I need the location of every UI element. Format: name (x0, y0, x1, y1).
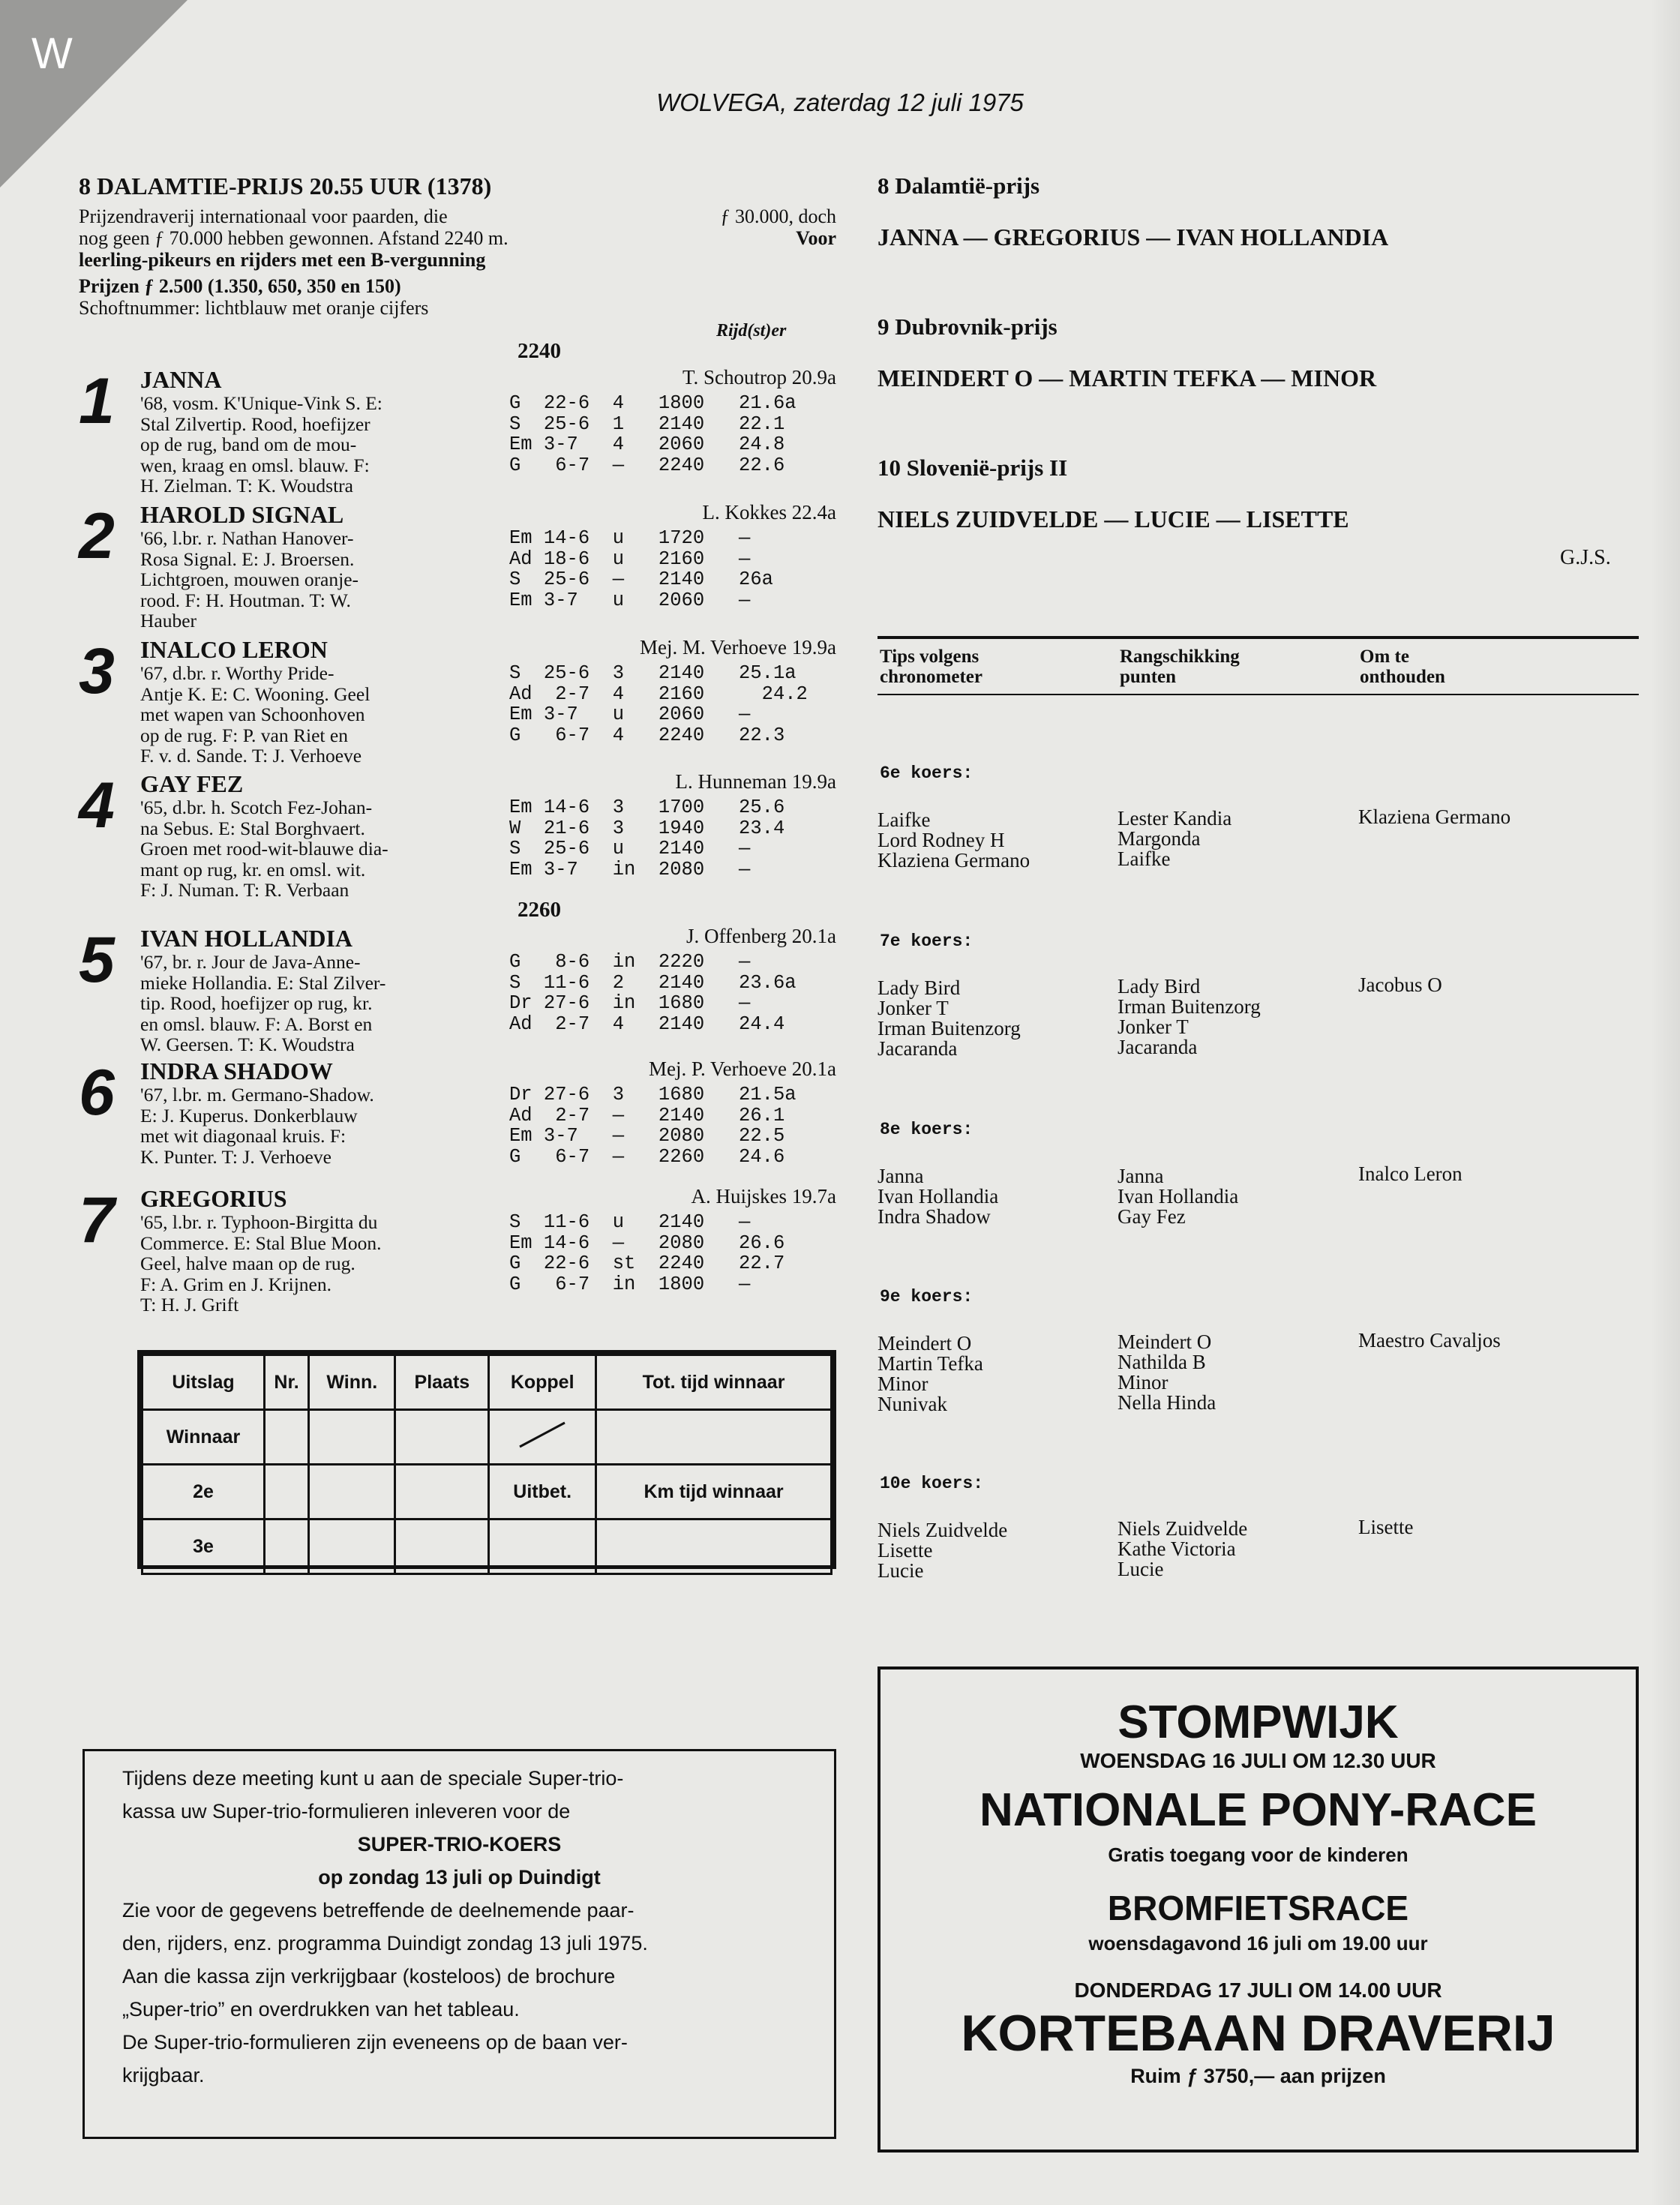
rider-header: Rijd(st)er (716, 321, 787, 340)
col-plaats: Plaats (395, 1355, 489, 1410)
koers-6-punten: Lester Kandia Margonda Laifke (1118, 807, 1232, 870)
koers-6-onthouden: Klaziena Germano (1358, 806, 1511, 828)
supertrio-p3-2: „Super-trio” en overdrukken van het tableau. (122, 1998, 520, 2020)
supertrio-title: SUPER-TRIO-KOERS (357, 1833, 562, 1856)
ad-prize: Ruim ƒ 3750,— aan prijzen (1130, 2065, 1386, 2087)
entry-7 (79, 1185, 836, 1316)
race-title: 8 DALAMTIE-PRIJS 20.55 UUR (1378) (79, 172, 492, 200)
conditions-line-3: leerling-pikeurs en rijders met een B-vergunning (79, 249, 486, 271)
horse-info: '68, vosm. K'Unique-Vink S. E: Stal Zilvertip. Rood, hoefijzer op de rug, band om de mou- wen, kraag en omsl. blauw. F: H. Zielman. T: K. Woudstra (140, 392, 382, 496)
supertrio-line-2: kassa uw Super-trio-formulieren inleveren voor de (122, 1800, 571, 1822)
tips-col-punten: Rangschikking punten (1120, 646, 1240, 687)
supertrio-box (82, 1749, 836, 2139)
result-form (137, 1350, 836, 1569)
koers-7-chrono: Lady Bird Jonker T Irman Buitenzorg Jacaranda (878, 976, 1021, 1060)
supertrio-subtitle: op zondag 13 juli op Duindigt (318, 1866, 601, 1888)
horse-name: IVAN HOLLANDIA (140, 925, 353, 952)
entry-1 (79, 366, 836, 494)
conditions-line-2: nog geen ƒ 70.000 hebben gewonnen. Afstand 2240 m. (79, 227, 508, 249)
horse-info: '67, br. r. Jour de Java-Anne- mieke Hollandia. E: Stal Zilver- tip. Rood, hoefijzer op rug, kr. en omsl. blauw. F: A. Borst en W. Geersen. T: K. Woudstra (140, 951, 386, 1055)
row-3e: 3e (142, 1520, 265, 1574)
koers-6-label: 6e koers: (880, 764, 974, 783)
conditions-line-2b: Voor (796, 227, 836, 249)
horse-info: '65, l.br. r. Typhoon-Birgitta du Commerce. E: Stal Blue Moon. Geel, halve maan op de rug. F: A. Grim en J. Krijnen. T: H. J. Grift (140, 1211, 382, 1316)
koers-7-onthouden: Jacobus O (1358, 974, 1442, 996)
result-8-title: 8 Dalamtië-prijs (878, 172, 1040, 199)
horse-name: JANNA (140, 366, 222, 393)
horse-name: GAY FEZ (140, 770, 244, 797)
koers-9-chrono: Meindert O Martin Tefka Minor Nunivak (878, 1332, 983, 1415)
ad-event-3: KORTEBAAN DRAVERIJ (961, 2005, 1556, 2062)
entry-5 (79, 924, 836, 1055)
result-8-winners: JANNA — GREGORIUS — IVAN HOLLANDIA (878, 224, 1389, 250)
cell-empty[interactable] (309, 1520, 395, 1574)
saddlecloth-note: Schoftnummer: lichtblauw met oranje cijfers (79, 297, 429, 319)
distance-2260: 2260 (518, 898, 561, 922)
tips-rule-top (878, 636, 1639, 639)
ad-note-1: Gratis toegang voor de kinderen (1108, 1844, 1408, 1866)
label-km-tijd: Km tijd winnaar (596, 1465, 832, 1520)
cell-empty[interactable] (265, 1520, 309, 1574)
rider-name: L. Kokkes 22.4a (702, 501, 836, 524)
signature: G.J.S. (1560, 546, 1611, 569)
koers-8-chrono: Janna Ivan Hollandia Indra Shadow (878, 1165, 999, 1228)
conditions-line-1: Prijzendraverij internationaal voor paarden, die (79, 206, 448, 227)
koers-9-onthouden: Maestro Cavaljos (1358, 1329, 1501, 1352)
form-lines: S 25-6 3 2140 25.1a Ad 2-7 4 2160 24.2 Em 3-7 u 2060 — G 6-7 4 2240 22.3 (509, 662, 808, 746)
horse-name: GREGORIUS (140, 1185, 287, 1212)
ad-event-2: BROMFIETSRACE (1107, 1888, 1409, 1928)
supertrio-p2-1: Zie voor de gegevens betreffende de deelnemende paar- (122, 1899, 634, 1922)
page-edge-shadow (1650, 0, 1680, 2205)
entry-2 (79, 500, 836, 632)
distance-2240: 2240 (518, 339, 561, 363)
stompwijk-ad (878, 1666, 1639, 2152)
entry-number: 2 (79, 500, 115, 572)
tips-rule-head (878, 694, 1639, 695)
cell-empty[interactable] (395, 1410, 489, 1465)
col-nr: Nr. (265, 1355, 309, 1410)
form-lines: Dr 27-6 3 1680 21.5a Ad 2-7 — 2140 26.1 Em 3-7 — 2080 22.5 G 6-7 — 2260 24.6 (509, 1084, 796, 1168)
col-winn: Winn. (309, 1355, 395, 1410)
koers-8-punten: Janna Ivan Hollandia Gay Fez (1118, 1165, 1239, 1228)
entry-6 (79, 1058, 836, 1178)
supertrio-line-1: Tijdens deze meeting kunt u aan de speciale Super-trio- (122, 1767, 624, 1790)
entry-number: 1 (79, 365, 115, 437)
entry-3 (79, 636, 836, 764)
horse-name: HAROLD SIGNAL (140, 501, 344, 528)
cell-empty[interactable] (489, 1520, 596, 1574)
cell-empty[interactable] (309, 1410, 395, 1465)
form-lines: Em 14-6 3 1700 25.6 W 21-6 3 1940 23.4 S 25-6 u 2140 — Em 3-7 in 2080 — (509, 796, 785, 880)
entry-number: 4 (79, 770, 115, 842)
koers-6-chrono: Laifke Lord Rodney H Klaziena Germano (878, 808, 1030, 872)
koppel-slash-cell (489, 1410, 596, 1465)
ad-date-3: DONDERDAG 17 JULI OM 14.00 UUR (1074, 1978, 1442, 2002)
koers-9-label: 9e koers: (880, 1287, 974, 1306)
form-lines: S 11-6 u 2140 — Em 14-6 — 2080 26.6 G 22-6 st 2240 22.7 G 6-7 in 1800 — (509, 1211, 785, 1295)
tips-col-onthouden: Om te onthouden (1360, 646, 1445, 687)
col-uitslag: Uitslag (142, 1355, 265, 1410)
result-10-title: 10 Slovenië-prijs II (878, 454, 1068, 481)
horse-info: '66, l.br. r. Nathan Hanover- Rosa Signal. E: J. Broersen. Lichtgroen, mouwen oranje- rood. F: H. Houtman. T: W. Hauber (140, 527, 359, 632)
row-winnaar: Winnaar (142, 1410, 265, 1465)
koers-10-label: 10e koers: (880, 1474, 984, 1493)
koers-8-label: 8e koers: (880, 1120, 974, 1139)
horse-info: '67, d.br. r. Worthy Pride- Antje K. E: C. Wooning. Geel met wapen van Schoonhoven op de rug. F: P. van Riet en F. v. d. Sande. T: J. Verhoeve (140, 662, 370, 766)
koers-10-chrono: Niels Zuidvelde Lisette Lucie (878, 1519, 1008, 1582)
rider-name: Mej. P. Verhoeve 20.1a (649, 1058, 836, 1080)
cell-empty[interactable] (265, 1410, 309, 1465)
horse-info: '67, l.br. m. Germano-Shadow. E: J. Kuperus. Donkerblauw met wit diagonaal kruis. F: K. Punter. T: J. Verhoeve (140, 1084, 374, 1168)
ad-title: STOMPWIJK (1118, 1696, 1399, 1748)
row-2e: 2e (142, 1465, 265, 1520)
race-conditions (79, 206, 836, 319)
form-lines: G 8-6 in 2220 — S 11-6 2 2140 23.6a Dr 27-6 in 1680 — Ad 2-7 4 2140 24.4 (509, 951, 796, 1035)
rider-name: L. Hunneman 19.9a (675, 770, 836, 793)
rider-name: J. Offenberg 20.1a (686, 925, 836, 947)
ad-date-2: woensdagavond 16 juli om 19.00 uur (1088, 1932, 1428, 1954)
koers-8-onthouden: Inalco Leron (1358, 1162, 1462, 1185)
horse-name: INALCO LERON (140, 636, 328, 663)
cell-empty[interactable] (596, 1520, 832, 1574)
race-prizes: Prijzen ƒ 2.500 (1.350, 650, 350 en 150) (79, 275, 401, 297)
entry-number: 7 (79, 1184, 115, 1256)
entry-4 (79, 770, 836, 901)
label-uitbet: Uitbet. (489, 1465, 596, 1520)
result-9-winners: MEINDERT O — MARTIN TEFKA — MINOR (878, 364, 1377, 392)
supertrio-p4-1: De Super-trio-formulieren zijn eveneens op de baan ver- (122, 2031, 628, 2054)
horse-info: '65, d.br. h. Scotch Fez-Johan- na Sebus. E: Stal Borghvaert. Groen met rood-wit-blauwe dia- mant op rug, kr. en omsl. wit. F: J. Numan. T: R. Verbaan (140, 796, 388, 901)
cell-empty[interactable] (395, 1465, 489, 1520)
entry-number: 6 (79, 1057, 115, 1129)
entry-number: 5 (79, 924, 115, 996)
koers-7-label: 7e koers: (880, 932, 974, 951)
form-lines: Em 14-6 u 1720 — Ad 18-6 u 2160 — S 25-6 — 2140 26a Em 3-7 u 2060 — (509, 527, 773, 611)
cell-empty[interactable] (395, 1520, 489, 1574)
rider-name: Mej. M. Verhoeve 19.9a (640, 636, 836, 658)
slash-mark (516, 1420, 568, 1450)
supertrio-p4-2: krijgbaar. (122, 2064, 205, 2086)
rider-name: T. Schoutrop 20.9a (682, 366, 836, 388)
tips-col-chrono: Tips volgens chronometer (880, 646, 982, 687)
rider-name: A. Huijskes 19.7a (691, 1185, 836, 1208)
ad-date-1: WOENSDAG 16 JULI OM 12.30 UUR (1080, 1749, 1436, 1772)
horse-name: INDRA SHADOW (140, 1058, 333, 1084)
form-lines: G 22-6 4 1800 21.6a S 25-6 1 2140 22.1 Em 3-7 4 2060 24.8 G 6-7 — 2240 22.6 (509, 392, 796, 476)
supertrio-p2-2: den, rijders, enz. programma Duindigt zondag 13 juli 1975. (122, 1932, 648, 1954)
entry-number: 3 (79, 635, 115, 707)
cell-empty[interactable] (265, 1465, 309, 1520)
koers-10-punten: Niels Zuidvelde Kathe Victoria Lucie (1118, 1517, 1248, 1580)
conditions-line-1b: ƒ 30.000, doch (720, 206, 836, 227)
supertrio-p3-1: Aan die kassa zijn verkrijgbaar (kosteloos) de brochure (122, 1965, 616, 1988)
ad-event-1: NATIONALE PONY-RACE (980, 1784, 1537, 1836)
corner-letter: W (32, 29, 73, 78)
koers-9-punten: Meindert O Nathilda B Minor Nella Hinda (1118, 1330, 1216, 1414)
koers-10-onthouden: Lisette (1358, 1516, 1414, 1538)
result-10-winners: NIELS ZUIDVELDE — LUCIE — LISETTE (878, 506, 1349, 532)
cell-empty[interactable] (309, 1465, 395, 1520)
col-tot-tijd: Tot. tijd winnaar (596, 1355, 832, 1410)
koers-7-punten: Lady Bird Irman Buitenzorg Jonker T Jacaranda (1118, 975, 1261, 1058)
result-9-title: 9 Dubrovnik-prijs (878, 314, 1058, 340)
col-koppel: Koppel (489, 1355, 596, 1410)
page-header: WOLVEGA, zaterdag 12 juli 1975 (656, 88, 1024, 116)
cell-empty[interactable] (596, 1410, 832, 1465)
